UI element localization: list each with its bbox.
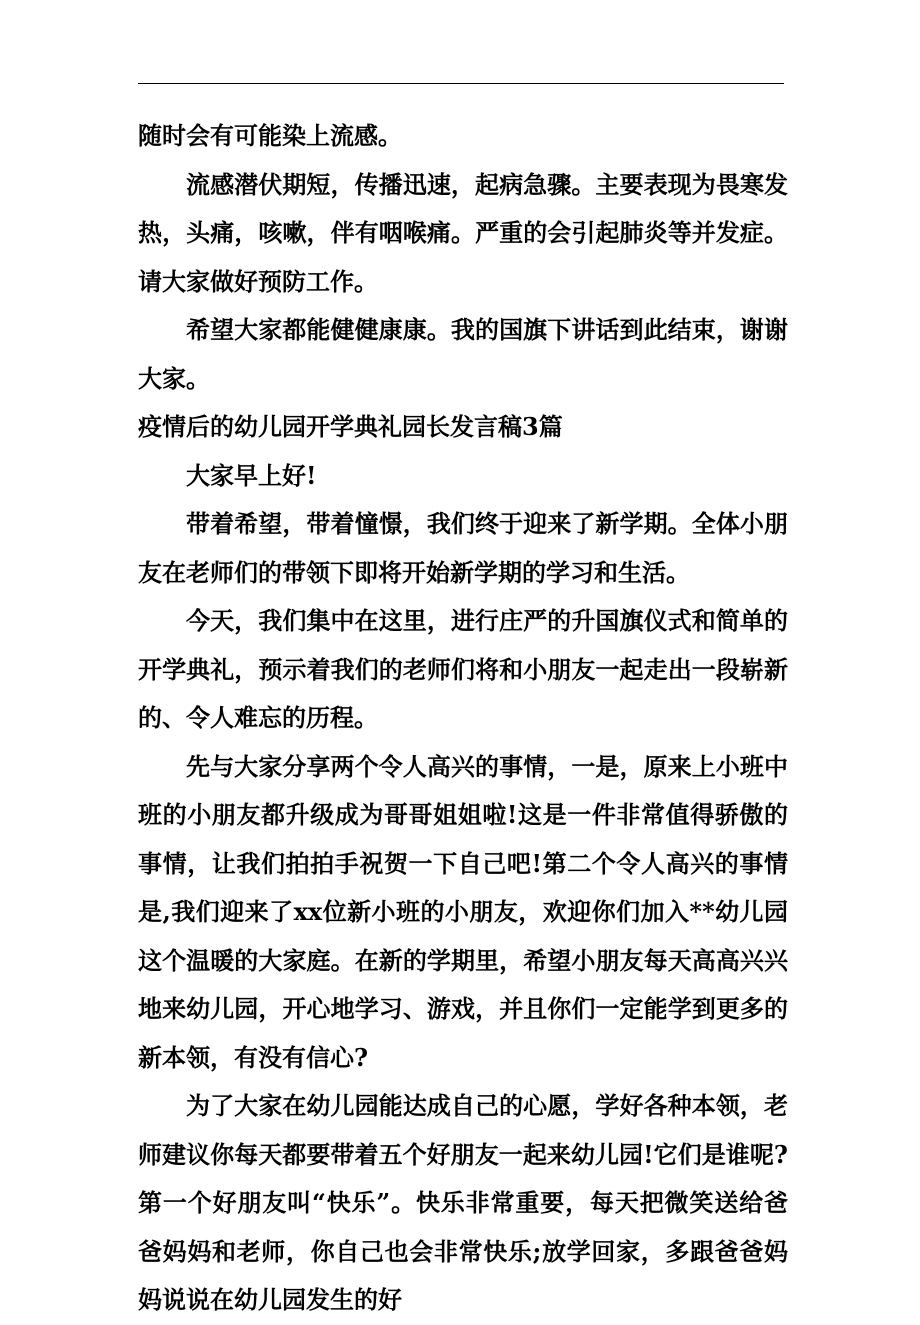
paragraph-continuation: 随时会有可能染上流感。 — [138, 121, 402, 150]
header-rule — [138, 83, 784, 84]
paragraph-greeting: 大家早上好! — [186, 460, 317, 490]
paragraph-flu-symptoms: 流感潜伏期短，传播迅速，起病急骤。主要表现为畏寒发热，头痛，咳嗽，伴有咽喉痛。严重的会引起肺炎等并发症。请大家做好预防工作。 — [138, 169, 788, 296]
section-title: 疫情后的幼儿园开学典礼园长发言稿3篇 — [138, 412, 563, 441]
paragraph-closing: 希望大家都能健健康康。我的国旗下讲话到此结束，谢谢大家。 — [138, 315, 788, 393]
paragraph-five-friends: 为了大家在幼儿园能达成自己的心愿，学好各种本领，老师建议你每天都要带着五个好朋友一起来幼儿园!它们是谁呢?第一个好朋友叫“快乐”。快乐非常重要，每天把微笑送给爸爸妈妈和老师，你自己也会非常快乐;放学回家，多跟爸爸妈妈说说在幼儿园发生的好 — [138, 1091, 788, 1314]
paragraph-new-semester: 带着希望，带着憧憬，我们终于迎来了新学期。全体小朋友在老师们的带领下即将开始新学期的学习和生活。 — [138, 509, 788, 587]
document-body — [138, 112, 788, 1325]
paragraph-happy-news: 先与大家分享两个令人高兴的事情，一是，原来上小班中班的小朋友都升级成为哥哥姐姐啦!这是一件非常值得骄傲的事情，让我们拍拍手祝贺一下自己吧!第二个令人高兴的事情是,我们迎来了xx位新小班的小朋友，欢迎你们加入**幼儿园这个温暖的大家庭。在新的学期里，希望小朋友每天高高兴兴地来幼儿园，开心地学习、游戏，并且你们一定能学到更多的新本领，有没有信心? — [138, 751, 788, 1072]
paragraph-ceremony: 今天，我们集中在这里，进行庄严的升国旗仪式和简单的开学典礼，预示着我们的老师们将和小朋友一起走出一段崭新的、令人难忘的历程。 — [138, 606, 788, 732]
